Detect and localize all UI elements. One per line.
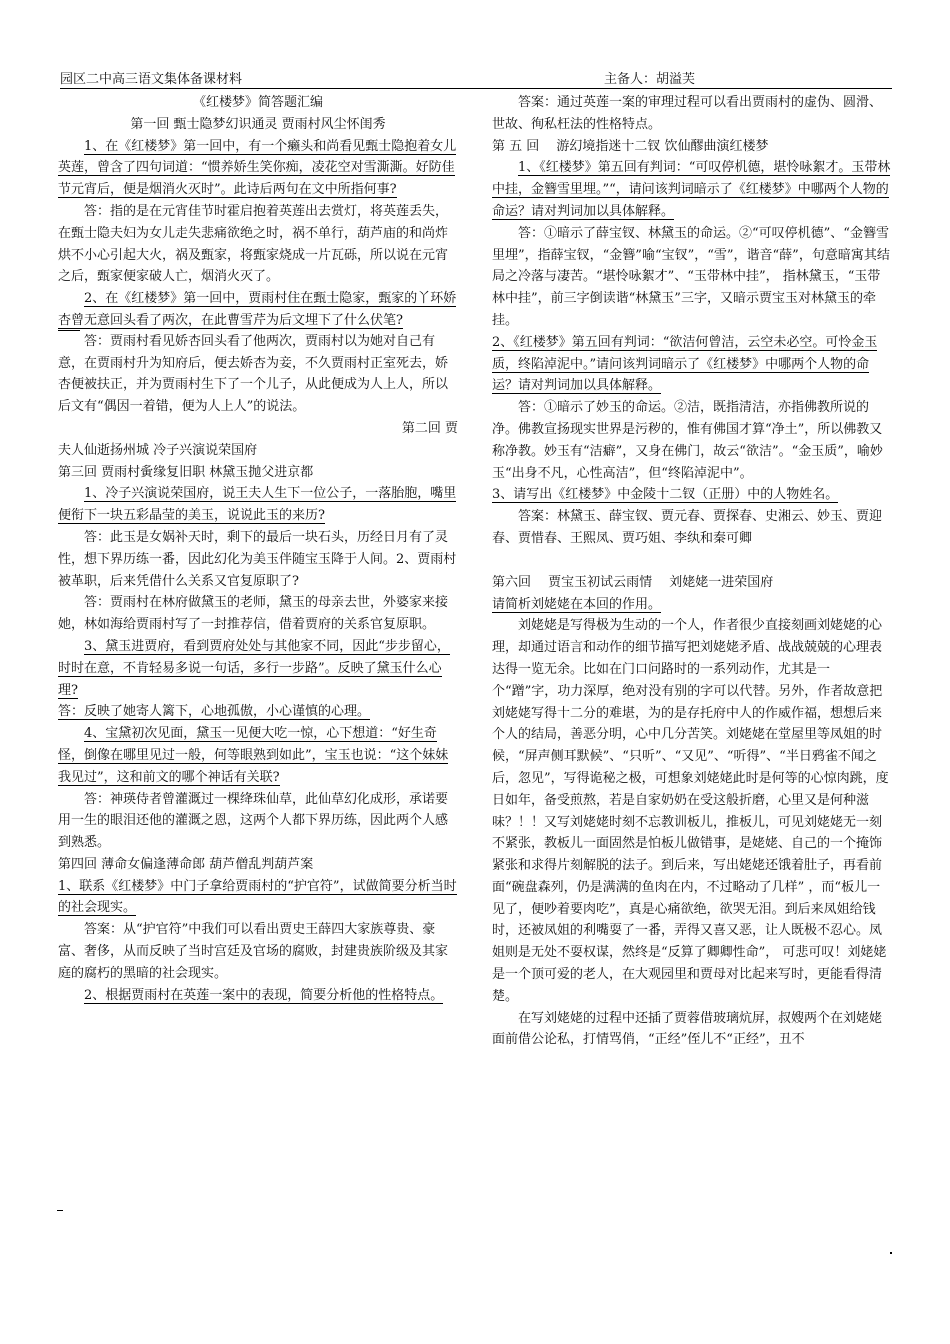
header-right: 主备人：胡溢芙 xyxy=(604,72,696,87)
question-6-1: 请简析刘姥姥在本回的作用。 xyxy=(492,596,662,612)
answer-3-3: 答：反映了她寄人篱下，心地孤傲，小心谨慎的心理。 xyxy=(58,704,371,720)
answer-1-1: 答：指的是在元宵佳节时霍启抱着英莲出去赏灯，将英莲丢失，在甄士隐夫妇为女儿走失悲痛欲绝之时，祸不单行，葫芦庙的和尚炸烘不小心引起大火，祸及甄家，将甄家烧成一片瓦砾，所以说在元宵之后，甄家便家破人亡，烟消火灭了。 xyxy=(58,203,449,285)
question-3-4: 4、宝黛初次见面，黛玉一见便大吃一惊，心下想道：“好生奇怪，倒像在哪里见过一般，何等眼熟到如此”，宝玉也说：“这个妹妹我见过”，这和前文的哪个神话有关联? xyxy=(58,726,449,785)
spacer xyxy=(492,550,892,572)
corner-mark-right xyxy=(890,1252,892,1254)
chapter-5-heading: 第 五 回 游幻境指迷十二钗 饮仙醪曲演红楼梦 xyxy=(492,138,769,154)
document-title: 《红楼梦》简答题汇编 xyxy=(192,95,323,110)
chapter-3-heading: 第三回 贾雨村夤缘复旧职 林黛玉抛父进京都 xyxy=(58,464,314,480)
right-column xyxy=(492,92,892,1051)
chapter-2-heading-a: 第二回 贾 xyxy=(401,420,458,436)
corner-mark-left xyxy=(57,1210,63,1211)
page-header xyxy=(60,68,892,89)
chapter-1-heading: 第一回 甄士隐梦幻识通灵 贾雨村风尘怀闺秀 xyxy=(130,116,386,132)
question-5-2: 2、《红楼梦》第五回有判词：“欲洁何曾洁，云空未必空。可怜金玉质，终陷淖泥中。”请问该判词暗示了《红楼梦》中哪两个人物的命运？请对判词加以具体解释。 xyxy=(492,334,878,394)
answer-3-2: 答：贾雨村在林府做黛玉的老师，黛玉的母亲去世，外婆家来接她，林如海给贾雨村写了一封推荐信，借着贾府的关系官复原职。 xyxy=(58,595,449,633)
question-3-3: 3、黛玉进贾府，看到贾府处处与其他家不同，因此“步步留心，时时在意，不肯轻易多说一句话，多行一步路”。反映了黛玉什么心理? xyxy=(58,638,450,698)
question-5-1: 1、《红楼梦》第五回有判词：“可叹停机德，堪怜咏絮才。玉带林中挂，金簪雪里埋。”“，请问该判词暗示了《红楼梦》中哪两个人物的命运？请对判词加以具体解释。 xyxy=(492,160,891,219)
question-3-1: 1、冷子兴演说荣国府，说王夫人生下一位公子，一落胎胞，嘴里便衔下一块五彩晶莹的美玉，说说此玉的来历? xyxy=(58,486,457,524)
answer-4-2: 答案：通过英莲一案的审理过程可以看出贾雨村的虚伪、圆滑、世故、徇私枉法的性格特点。 xyxy=(492,95,883,132)
chapter-2-heading-b: 夫人仙逝扬州城 冷子兴演说荣国府 xyxy=(58,442,258,458)
answer-4-1: 答案：从“护官符”中我们可以看出贾史王薛四大家族尊贵、豪富、奢侈，从而反映了当时宫廷及官场的腐败，封建贵族阶级及其家庭的腐朽的黑暗的社会现实。 xyxy=(58,922,449,981)
header-left: 园区二中高三语文集体备课材料 xyxy=(60,72,243,87)
answer-3-1: 答：此玉是女娲补天时，剩下的最后一块石头，历经日月有了灵性，想下界历练一番，因此幻化为美玉伴随宝玉降于人间。2、贾雨村被革职，后来凭借什么关系又官复原职了? xyxy=(58,529,457,589)
answer-5-3: 答案：林黛玉、薛宝钗、贾元春、贾探春、史湘云、妙玉、贾迎春、贾惜春、王熙凤、贾巧姐、李纨和秦可卿 xyxy=(492,509,883,546)
answer-5-2: 答：①暗示了妙玉的命运。②洁，既指清洁，亦指佛教所说的净。佛教宣扬现实世界是污秽的，惟有佛国才算“净土”，所以佛教又称净教。妙玉有“洁癖”，又身在佛门，故云“欲洁”。“金玉质”，喻妙玉“出身不凡，心性高洁”，但“终陷淖泥中”。 xyxy=(492,400,883,481)
answer-1-2: 答：贾雨村看见娇杏回头看了他两次，贾雨村以为她对自己有意，在贾雨村升为知府后，便去娇杏为妾，不久贾雨村正室死去，娇杏便被扶正，并为贾雨村生下了一个儿子，从此便成为人上人，所以后文有“偶因一着错，便为人上人”的说法。 xyxy=(58,333,449,415)
chapter-6-heading: 第六回 贾宝玉初试云雨情 刘姥姥一进荣国府 xyxy=(492,574,774,590)
question-1-2: 2、在《红楼梦》第一回中，贾雨村住在甄士隐家，甄家的丫环娇杏曾无意回头看了两次，在此曹雪芹为后文埋下了什么伏笔? xyxy=(58,291,457,328)
question-5-3: 3、请写出《红楼梦》中金陵十二钗（正册）中的人物姓名。 xyxy=(492,487,839,503)
answer-5-1: 答：①暗示了薛宝钗、林黛玉的命运。②“可叹停机德”、“金簪雪里埋”，指薛宝钗，“金簪”喻“宝钗”，“雪”，谐音“薛”，句意暗寓其结局之冷落与凄苦。“堪怜咏絮才”、“玉带林中挂”， 指林黛玉，“玉带林中挂”，前三字倒读谐“林黛玉”三字，又暗示贾宝玉对林黛玉的牵挂。 xyxy=(492,225,890,328)
chapter-4-heading: 第四回 薄命女偏逢薄命郎 葫芦僧乱判葫芦案 xyxy=(58,856,314,872)
question-4-1: 1、联系《红楼梦》中门子拿给贾雨村的“护官符”，试做简要分析当时的社会现实。 xyxy=(58,878,457,916)
question-1-1: 1、在《红楼梦》第一回中，有一个癞头和尚看见甄士隐抱着女儿英莲，曾含了四句词道：“惯养娇生笑你痴，凌花空对雪澌澌。好防佳节元宵后，便是烟消火灭时”。此诗后两句在文中所指何事? xyxy=(58,138,457,198)
answer-6-2: 在写刘姥姥的过程中还插了贾蓉借玻璃炕屏，叔嫂两个在刘姥姥面前借公论私，打情骂俏，“正经”侄儿不“正经”，丑不 xyxy=(492,1010,883,1048)
left-column xyxy=(58,92,458,1006)
answer-3-4: 答：神瑛侍者曾灌溉过一棵绛珠仙草，此仙草幻化成形，承诺要用一生的眼泪还他的灌溉之恩，这两个人都下界历练，因此两个人感到熟悉。 xyxy=(58,791,449,851)
answer-6-1: 刘姥姥是写得极为生动的一个人，作者很少直接刻画刘姥姥的心理，却通过语言和动作的细节描写把刘姥姥矛盾、战战兢兢的心理表达得一览无余。比如在门口问路时的一系列动作，尤其是一个“蹭”字，功力深厚，绝对没有别的字可以代替。另外，作者故意把刘姥姥写得十二分的难堪，为的是存托府中人的作威作福，想想后来个人的结局，善恶分明，心中几分苦笑。刘姥姥在堂屋里等凤姐的时候，“屏声侧耳默候”、“只听”、“又见”、“听得”、“半日鸦雀不闻之后，忽见”，写得诡秘之极，可想象刘姥姥此时是何等的心惊肉跳，度日如年，备受煎熬，若是自家奶奶在受这般折磨，心里又是何种滋味？！！又写刘姥姥时刻不忘教训板儿，推板儿，可见刘姥姥无一刻不紧张，教板儿一面固然是怕板儿做错事，是姥姥、自己的一个掩饰紧张和求得片刻解脱的法子。到后来，写出姥姥还饿着肚子，再看前面“碗盘森列，仍是满满的鱼肉在内，不过略动了几样” ，而“板儿一见了，便吵着要肉吃”，真是心痛欲绝，欲哭无泪。到后来凤姐给钱时，还被凤姐的利嘴耍了一番，弄得又喜又恶，让人既极不忍心。凤姐则是无处不耍权谋，然终是“反算了卿卿性命”， 可悲可叹！刘姥姥是一个顶可爱的老人，在大观园里和贾母对比起来写时，更能看得清楚。 xyxy=(492,618,889,1004)
question-4-2: 2、根据贾雨村在英莲一案中的表现，简要分析他的性格特点。 xyxy=(84,987,444,1003)
